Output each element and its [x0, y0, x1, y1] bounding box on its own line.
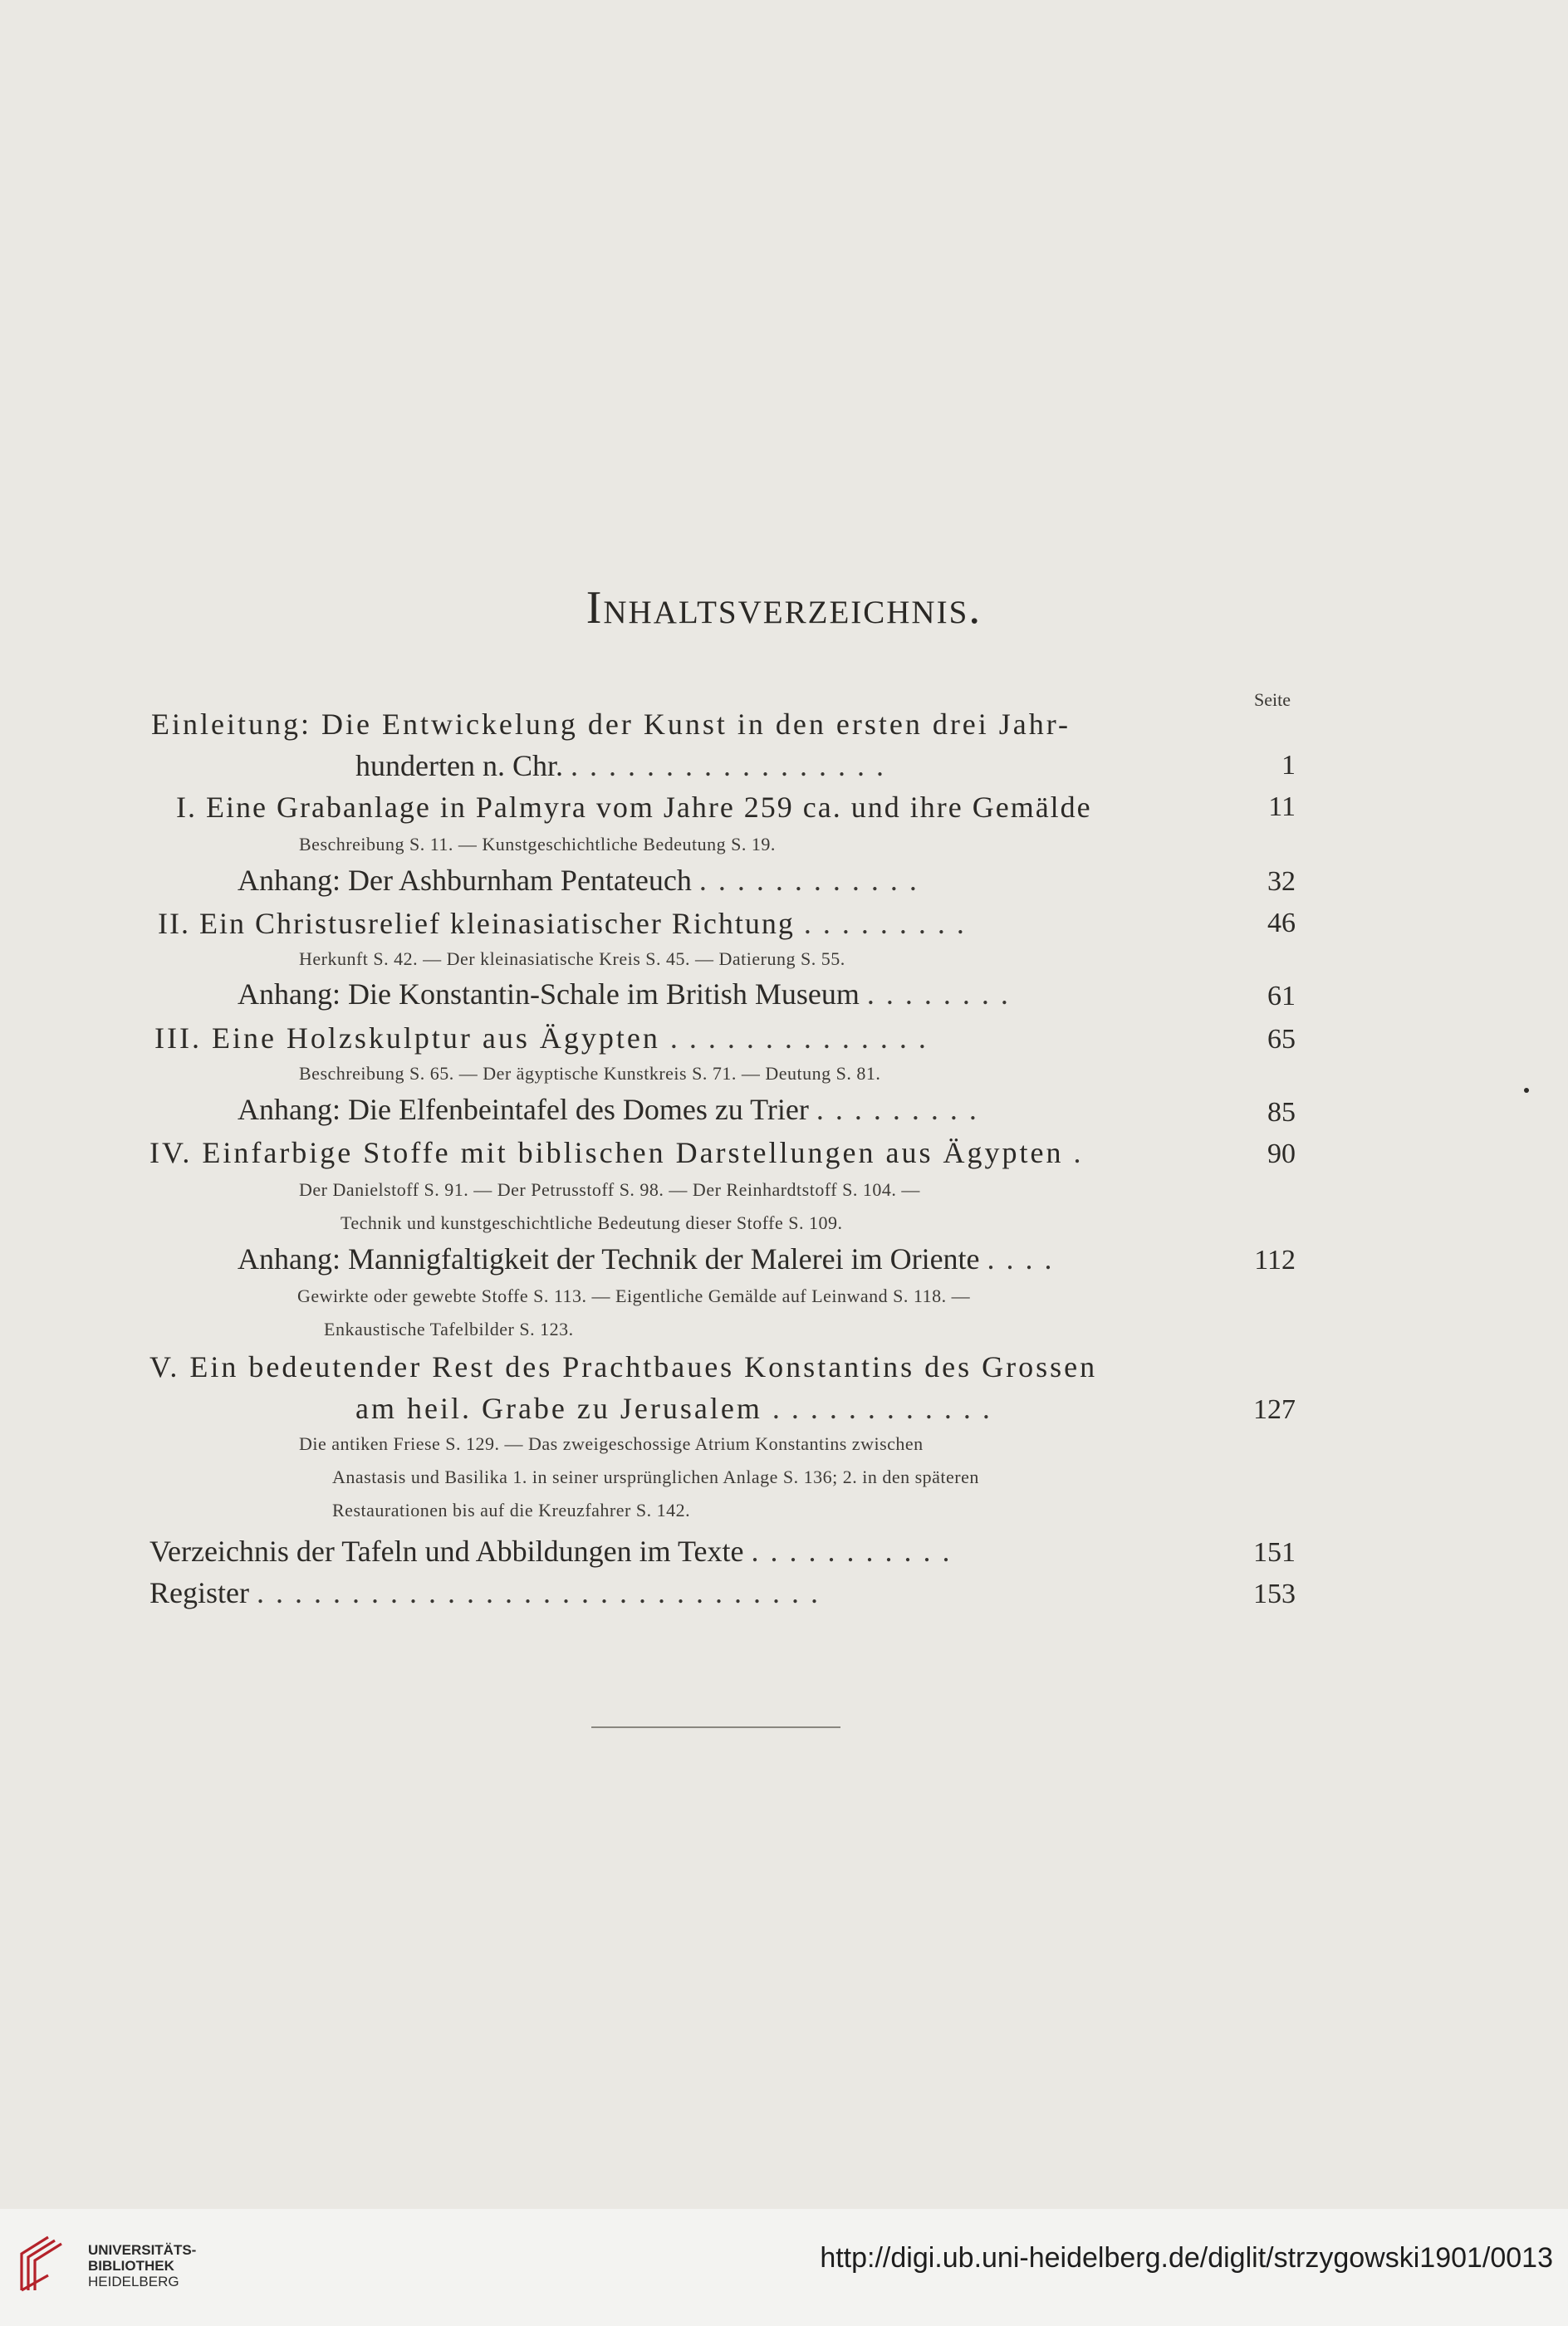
toc-subentry: Beschreibung S. 65. — Der ägyptische Kunstkreis S. 71. — Deutung S. 81.	[299, 1063, 881, 1084]
toc-subentry: Restaurationen bis auf die Kreuzfahrer S. 142.	[332, 1500, 691, 1520]
toc-entry-anhang-elfenbeintafel: Anhang: Die Elfenbeintafel des Domes zu Trier .........	[238, 1093, 988, 1126]
toc-page-number: 32	[1267, 866, 1296, 897]
footer-bar	[0, 2209, 1568, 2326]
toc-subentry: Gewirkte oder gewebte Stoffe S. 113. — Eigentliche Gemälde auf Leinwand S. 118. —	[297, 1285, 971, 1306]
library-name: UNIVERSITÄTS- BIBLIOTHEK HEIDELBERG	[88, 2242, 197, 2289]
toc-entry-anhang-ashburnham: Anhang: Der Ashburnham Pentateuch ............	[238, 864, 929, 897]
toc-page-number: 61	[1267, 981, 1296, 1011]
toc-page-number: 1	[1281, 750, 1296, 781]
seite-column-label: Seite	[1254, 689, 1291, 710]
toc-entry-chapter-5-line1: V. Ein bedeutender Rest des Prachtbaues Konstantins des Grossen	[149, 1350, 1098, 1383]
toc-page-number: 11	[1268, 791, 1296, 822]
toc-entry-verzeichnis: Verzeichnis der Tafeln und Abbildungen im Texte ...........	[149, 1535, 962, 1568]
toc-subentry: Beschreibung S. 11. — Kunstgeschichtliche Bedeutung S. 19.	[299, 834, 776, 854]
toc-page-number: 151	[1253, 1537, 1296, 1568]
end-rule	[591, 1726, 840, 1728]
toc-page-number: 127	[1253, 1394, 1296, 1425]
source-url-link[interactable]: http://digi.ub.uni-heidelberg.de/diglit/strzygowski1901/0013	[820, 2242, 1553, 2274]
page-title: Inhaltsverzeichnis.	[586, 582, 982, 634]
toc-entry-einleitung-line2: hunderten n. Chr. .................	[355, 749, 895, 782]
toc-page-number: 65	[1267, 1024, 1296, 1055]
toc-entry-einleitung-line1: Einleitung: Die Entwickelung der Kunst in den ersten drei Jahr-	[151, 708, 1071, 741]
toc-subentry: Technik und kunstgeschichtliche Bedeutung dieser Stoffe S. 109.	[341, 1212, 843, 1233]
toc-page-number: 112	[1254, 1245, 1296, 1276]
toc-page-number: 46	[1267, 908, 1296, 938]
toc-subentry: Enkaustische Tafelbilder S. 123.	[324, 1319, 574, 1339]
toc-entry-chapter-1: I. Eine Grabanlage in Palmyra vom Jahre 259 ca. und ihre Gemälde	[176, 791, 1092, 824]
toc-page-number: 90	[1267, 1139, 1296, 1169]
page-speck	[1524, 1088, 1529, 1093]
toc-entry-chapter-4: IV. Einfarbige Stoffe mit biblischen Darstellungen aus Ägypten .	[149, 1136, 1093, 1169]
toc-entry-anhang-konstantin-schale: Anhang: Die Konstantin-Schale im British Museum ........	[238, 977, 1020, 1011]
toc-page-number: 85	[1267, 1097, 1296, 1128]
toc-entry-chapter-3: III. Eine Holzskulptur aus Ägypten ..............	[154, 1021, 938, 1055]
toc-page-number: 153	[1253, 1579, 1296, 1609]
toc-entry-chapter-2: II. Ein Christusrelief kleinasiatischer Richtung .........	[158, 907, 976, 940]
toc-subentry: Die antiken Friese S. 129. — Das zweigeschossige Atrium Konstantins zwischen	[299, 1433, 924, 1454]
toc-subentry: Der Danielstoff S. 91. — Der Petrusstoff S. 98. — Der Reinhardtstoff S. 104. —	[299, 1179, 920, 1200]
toc-entry-anhang-malerei: Anhang: Mannigfaltigkeit der Technik der Malerei im Oriente ....	[238, 1242, 1064, 1276]
toc-entry-chapter-5-line2: am heil. Grabe zu Jerusalem ............	[355, 1392, 1002, 1425]
toc-subentry: Herkunft S. 42. — Der kleinasiatische Kreis S. 45. — Datierung S. 55.	[299, 948, 845, 969]
library-logo-icon	[15, 2232, 66, 2294]
toc-entry-register: Register ..............................	[149, 1576, 830, 1609]
toc-subentry: Anastasis und Basilika 1. in seiner ursprünglichen Anlage S. 136; 2. in den späteren	[332, 1467, 979, 1487]
